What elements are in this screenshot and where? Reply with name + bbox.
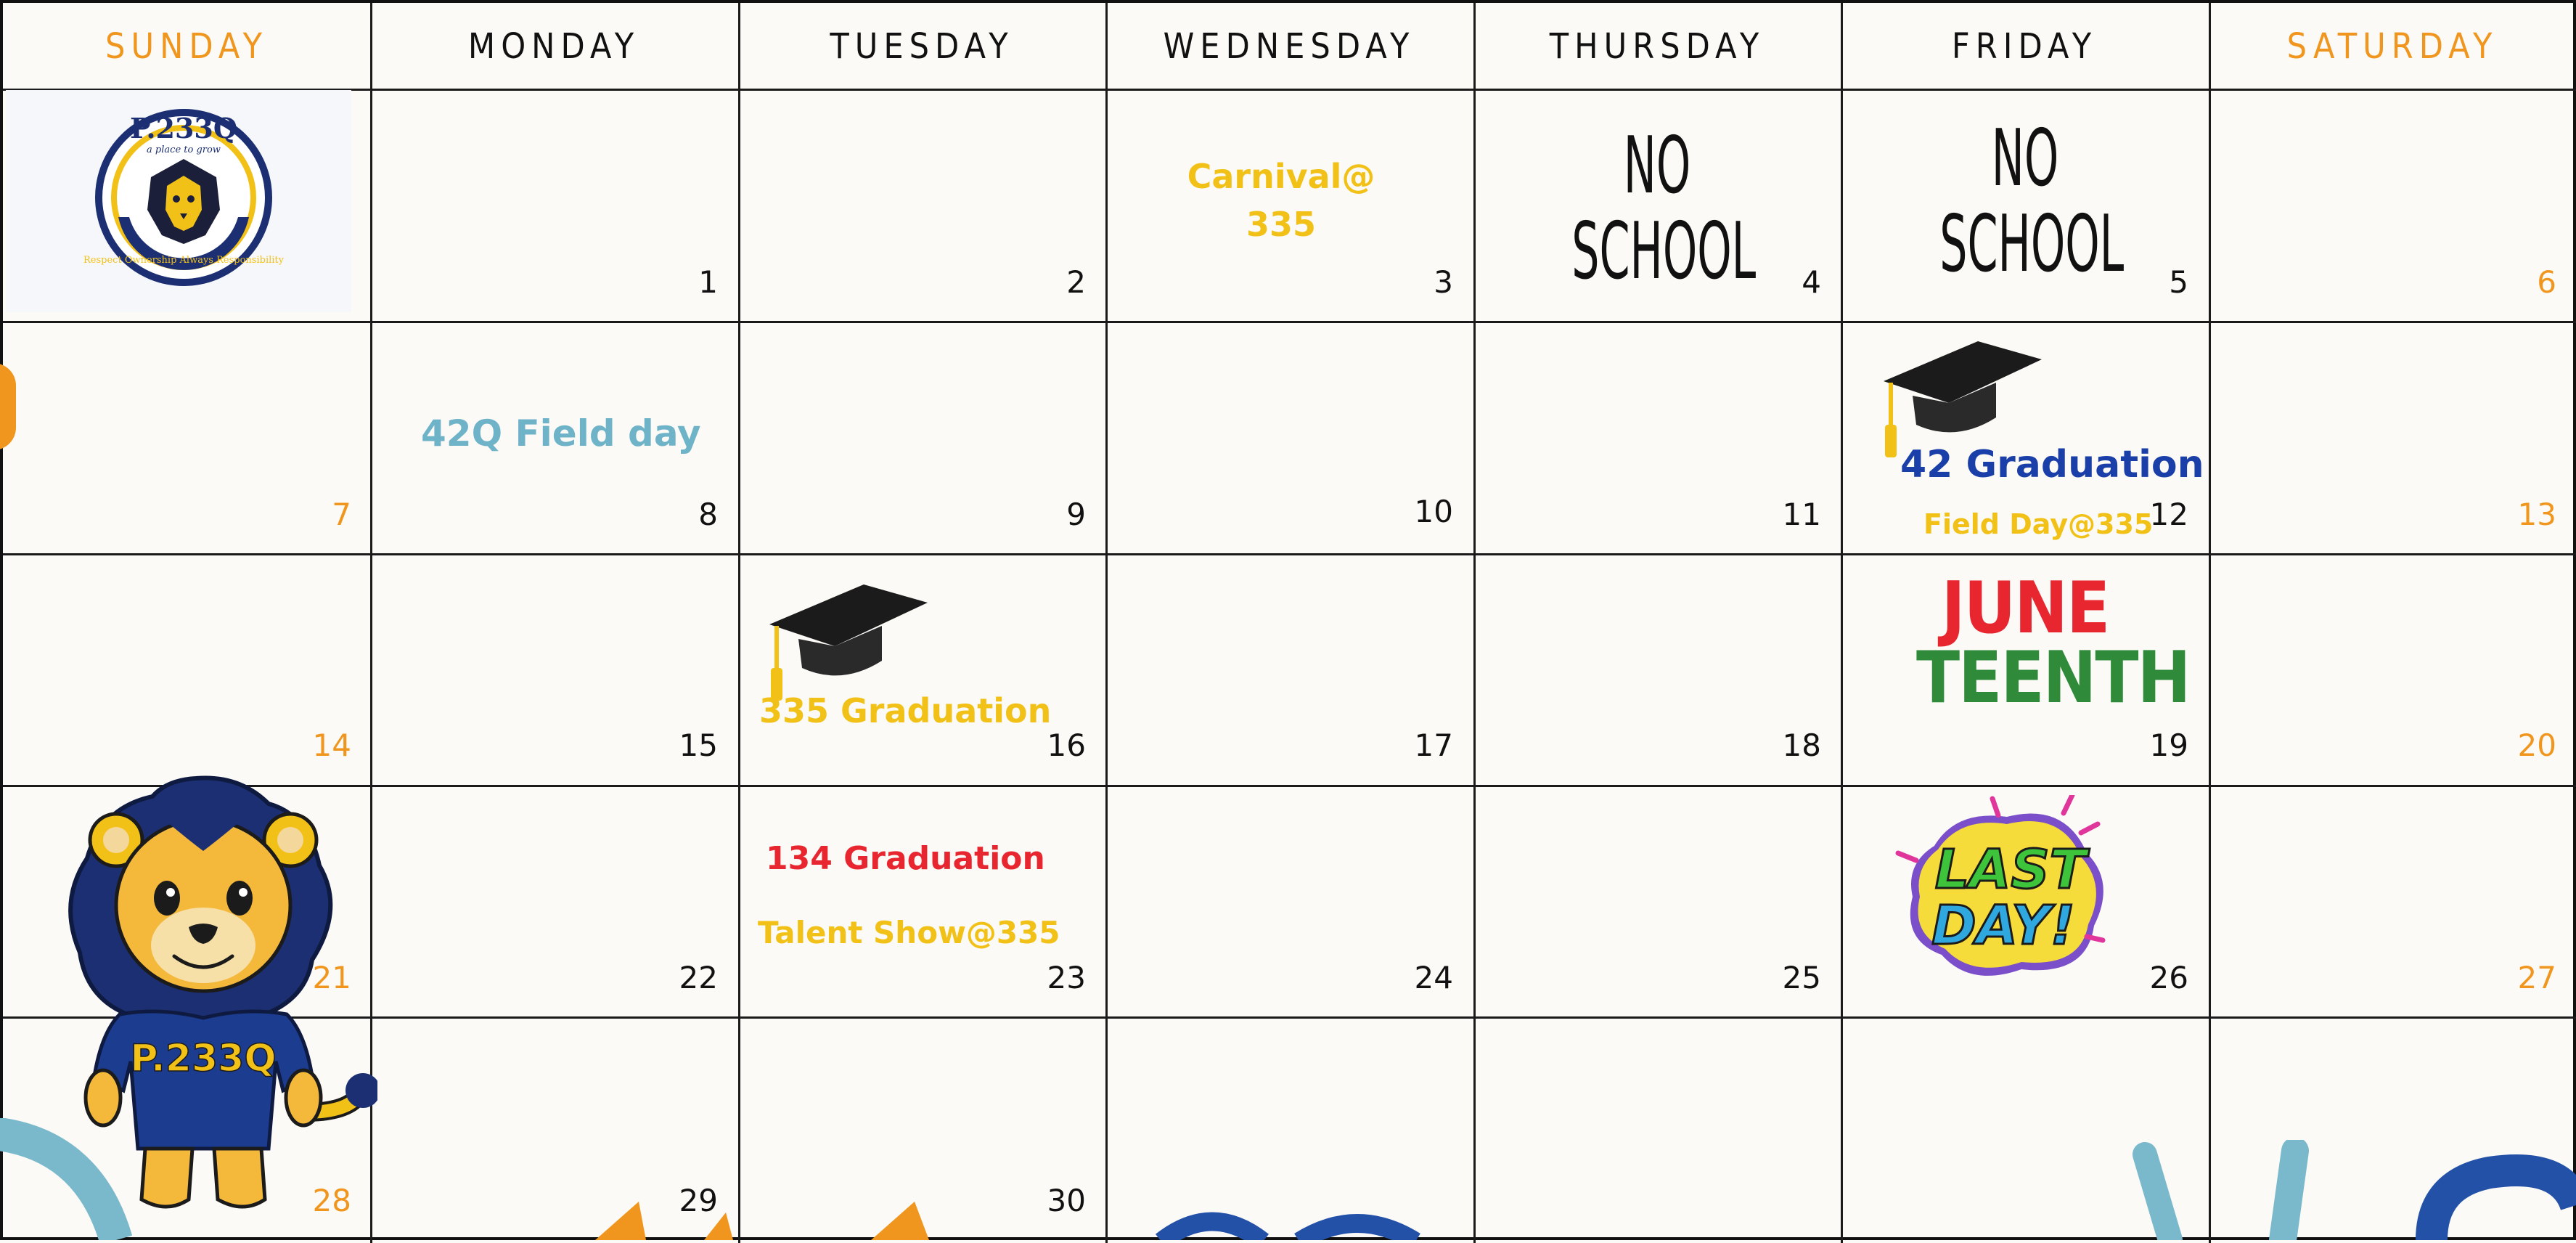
day-number: 15: [679, 728, 718, 763]
day-number: 4: [1802, 264, 1821, 300]
juneteenth-line1: JUNE: [1941, 567, 2109, 650]
teal-strokes-decoration: [2127, 1140, 2576, 1240]
last-day-line2: DAY!: [1931, 894, 2075, 957]
day-number: 8: [698, 497, 718, 532]
day-number: 18: [1782, 728, 1821, 763]
no-school-line1: NO: [1991, 113, 2059, 204]
day-header-sunday: SUNDAY: [105, 26, 268, 67]
day-number: 11: [1782, 497, 1821, 532]
grid-line: [3, 321, 2576, 323]
graduation-cap-icon: [1869, 330, 2043, 457]
day-number: 25: [1782, 960, 1821, 995]
day-number: 7: [332, 497, 351, 532]
event-335-graduation: 335 Graduation: [759, 691, 1052, 730]
day-number: 20: [2517, 728, 2556, 763]
day-number: 13: [2517, 497, 2556, 532]
day-header-tuesday: TUESDAY: [830, 26, 1014, 67]
grid-line: [1841, 3, 1843, 1243]
day-number: 23: [1047, 960, 1086, 995]
day-header-friday: FRIDAY: [1951, 26, 2098, 67]
day-number: 9: [1066, 497, 1086, 532]
day-number: 5: [2169, 264, 2188, 300]
grid-line: [3, 1016, 2576, 1019]
mascot-shirt-text: P.233Q: [130, 1037, 277, 1080]
graduation-cap-icon: [755, 574, 929, 701]
day-number: 16: [1047, 728, 1086, 763]
day-header-wednesday: WEDNESDAY: [1163, 26, 1415, 67]
day-number: 12: [2149, 497, 2188, 532]
grid-line: [1473, 3, 1476, 1243]
event-juneteenth: [1916, 567, 2190, 720]
no-school-line2: SCHOOL: [1939, 199, 2125, 290]
day-number: 21: [312, 960, 351, 995]
day-number: 26: [2149, 960, 2188, 995]
day-number: 29: [679, 1183, 718, 1218]
day-number: 14: [312, 728, 351, 763]
grid-line: [3, 785, 2576, 787]
event-42q-field-day: 42Q Field day: [421, 412, 701, 455]
orange-blob-decoration: [0, 363, 16, 450]
event-carnival: [1132, 152, 1430, 248]
event-no-school-thursday: [1571, 121, 1757, 297]
day-number: 3: [1434, 264, 1453, 300]
day-header-saturday: SATURDAY: [2286, 26, 2498, 67]
event-no-school-friday: [1939, 113, 2125, 290]
last-day-line1: LAST: [1934, 839, 2087, 901]
day-number: 22: [679, 960, 718, 995]
event-carnival-line2: 335: [1246, 205, 1317, 244]
grid-line: [2209, 3, 2211, 1243]
blue-arcs-decoration: [1147, 1198, 1452, 1240]
event-carnival-line1: Carnival@: [1187, 157, 1375, 196]
day-number: 28: [312, 1183, 351, 1218]
day-number: 10: [1414, 494, 1453, 529]
no-school-line1: NO: [1623, 121, 1691, 211]
school-logo: [6, 90, 351, 312]
day-number: 1: [698, 264, 718, 300]
day-number: 24: [1414, 960, 1453, 995]
logo-motto: Respect Ownership Always Responsibility: [83, 255, 284, 266]
day-number: 19: [2149, 728, 2188, 763]
grid-line: [738, 3, 740, 1243]
day-number: 30: [1047, 1183, 1086, 1218]
day-header-thursday: THURSDAY: [1549, 26, 1765, 67]
day-number: 2: [1066, 264, 1086, 300]
grid-line: [3, 553, 2576, 555]
event-42-graduation: 42 Graduation: [1900, 443, 2204, 486]
no-school-line2: SCHOOL: [1571, 206, 1757, 297]
orange-triangles-decoration: [581, 1198, 987, 1240]
event-134-graduation: 134 Graduation: [766, 840, 1045, 877]
juneteenth-line2: TEENTH: [1916, 637, 2190, 720]
event-talent-show: Talent Show@335: [758, 915, 1060, 950]
last-day-sticker: [1891, 795, 2123, 991]
grid-line: [1105, 3, 1108, 1243]
day-number: 27: [2517, 960, 2556, 995]
logo-title: P.233Q: [130, 112, 237, 144]
day-number: 6: [2537, 264, 2556, 300]
day-number: 17: [1414, 728, 1453, 763]
logo-tagline: a place to grow: [147, 144, 221, 155]
teal-arc-decoration: [0, 1118, 138, 1240]
day-header-monday: MONDAY: [467, 26, 640, 67]
event-field-day-335: Field Day@335: [1923, 508, 2154, 540]
